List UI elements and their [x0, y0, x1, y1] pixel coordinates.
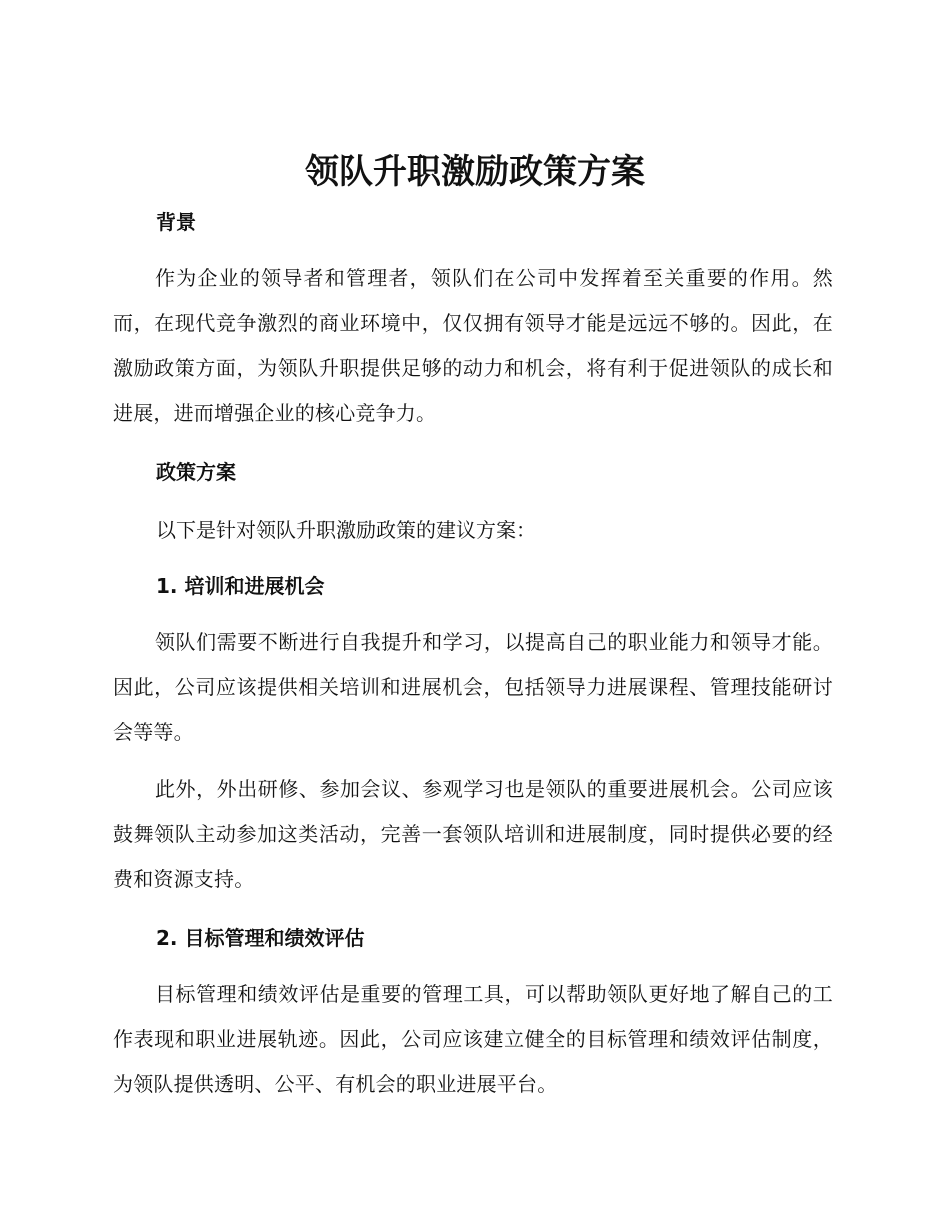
- section-heading-background: 背景: [156, 210, 196, 234]
- section-heading-performance: 2. 目标管理和绩效评估: [156, 926, 365, 950]
- background-paragraph: 作为企业的领导者和管理者，领队们在公司中发挥着至关重要的作用。然而，在现代竞争激烈的商业环境中，仅仅拥有领导才能是远远不够的。因此，在激励政策方面，为领队升职提供足够的动力和机会，将有利于促进领队的成长和进展，进而增强企业的核心竞争力。: [113, 266, 833, 425]
- section-heading-policy: 政策方案: [156, 460, 236, 484]
- training-paragraph-2: 此外，外出研修、参加会议、参观学习也是领队的重要进展机会。公司应该鼓舞领队主动参加这类活动，完善一套领队培训和进展制度，同时提供必要的经费和资源支持。: [113, 777, 833, 891]
- policy-intro: 以下是针对领队升职激励政策的建议方案：: [156, 518, 536, 542]
- section-heading-training: 1. 培训和进展机会: [156, 574, 325, 598]
- performance-paragraph: 目标管理和绩效评估是重要的管理工具，可以帮助领队更好地了解自己的工作表现和职业进展轨迹。因此，公司应该建立健全的目标管理和绩效评估制度，为领队提供透明、公平、有机会的职业进展平台。: [113, 982, 833, 1096]
- training-paragraph-1: 领队们需要不断进行自我提升和学习，以提高自己的职业能力和领导才能。因此，公司应该提供相关培训和进展机会，包括领导力进展课程、管理技能研讨会等等。: [113, 630, 833, 744]
- document-title: 领队升职激励政策方案: [305, 152, 645, 192]
